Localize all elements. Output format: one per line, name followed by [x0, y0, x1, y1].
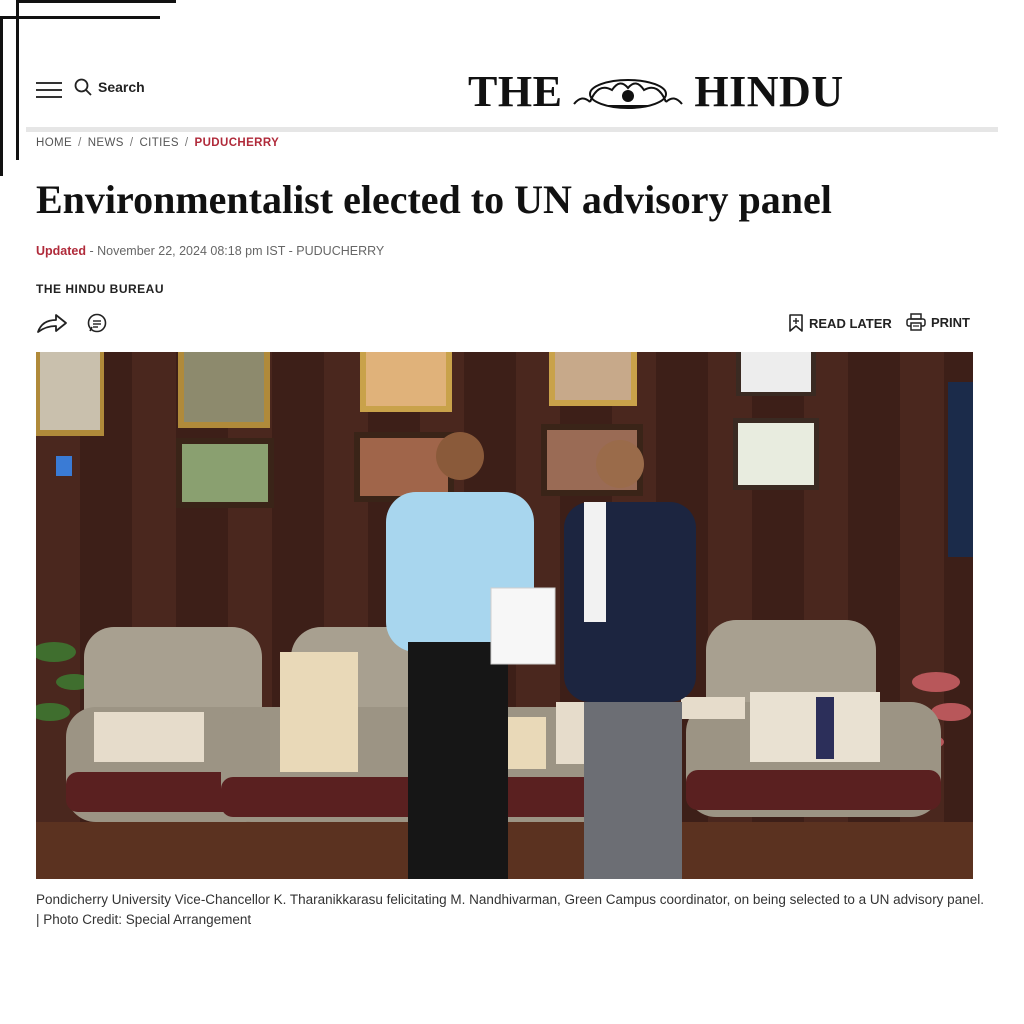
printer-icon	[906, 313, 926, 331]
emblem-icon	[568, 72, 688, 112]
print-button[interactable]	[906, 313, 970, 331]
print-label: PRINT	[931, 314, 970, 330]
author-byline[interactable]: THE HINDU BUREAU	[36, 282, 164, 296]
read-later-button[interactable]	[788, 313, 892, 333]
logo-text-right: HINDU	[694, 67, 844, 116]
breadcrumb-separator: /	[129, 137, 134, 149]
frame-line	[0, 16, 3, 176]
search-icon	[74, 78, 92, 96]
breadcrumb-separator: /	[78, 137, 82, 149]
breadcrumb-puducherry[interactable]: PUDUCHERRY	[194, 137, 280, 149]
search-label: Search	[98, 79, 145, 95]
frame-line	[16, 0, 19, 160]
hamburger-menu-icon[interactable]	[36, 82, 62, 98]
search-button[interactable]	[74, 78, 145, 96]
frame-line	[16, 0, 176, 3]
bookmark-add-icon	[788, 313, 804, 333]
photo-caption: Pondicherry University Vice-Chancellor K. Tharanikkarasu felicitating M. Nandhivarman, Green Campus coordinator, on being selected to a UN advisory panel. | Photo Credit: Special Arrangement	[36, 892, 984, 927]
breadcrumb-home[interactable]: HOME	[36, 137, 73, 149]
comment-icon[interactable]	[86, 313, 108, 335]
frame-line	[0, 16, 160, 19]
article-dateline: - November 22, 2024 08:18 pm IST - PUDUCHERRY	[86, 244, 385, 258]
header-divider	[26, 127, 998, 132]
site-header	[28, 60, 998, 126]
updated-label: Updated	[36, 244, 86, 258]
breadcrumb-news[interactable]: NEWS	[87, 137, 124, 149]
read-later-label: READ LATER	[809, 315, 892, 331]
article-photo[interactable]	[36, 352, 973, 879]
breadcrumb-separator: /	[184, 137, 189, 149]
share-icon[interactable]	[36, 312, 68, 334]
photo-illustration	[36, 352, 973, 879]
article-title: Environmentalist elected to UN advisory panel	[36, 177, 832, 222]
logo-text-left: THE	[468, 67, 563, 116]
site-logo[interactable]	[468, 66, 844, 117]
breadcrumb-cities[interactable]: CITIES	[139, 137, 179, 149]
breadcrumb	[36, 137, 279, 149]
article-meta	[36, 244, 384, 258]
